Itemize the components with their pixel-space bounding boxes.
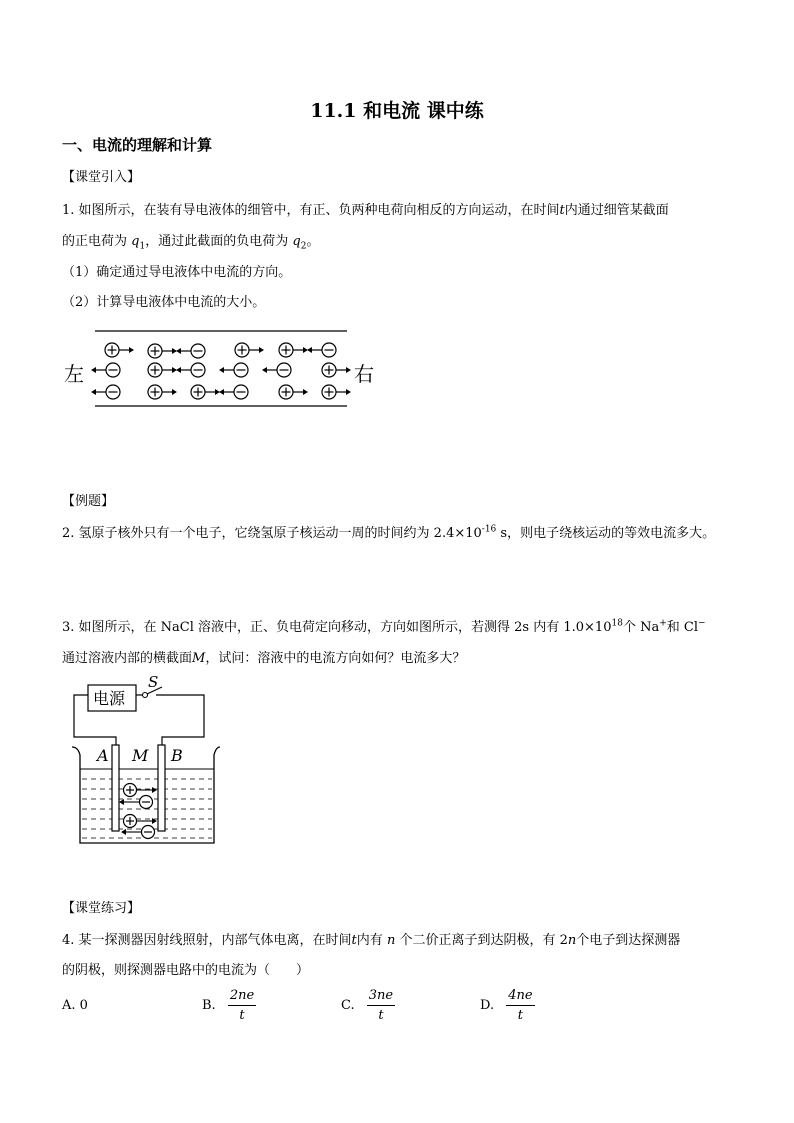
page-title: 11.1 和电流 课中练 (310, 100, 484, 122)
option-b[interactable]: B. $\frac{2ne}{t}$ (202, 988, 255, 1023)
tag-practice: 【课堂练习】 (62, 901, 141, 916)
electrode-b (158, 745, 165, 831)
section-m-label: M (132, 746, 149, 765)
tube-charges-figure (62, 322, 392, 414)
option-a[interactable]: A. 0 (62, 998, 88, 1013)
switch-label: S (148, 675, 159, 691)
q3-line1: 3. 如图所示，在 NaCl 溶液中，正、负电荷定向移动，方向如图所示，若测得 2s 内有 $1.0\times 10^{18}$个 Na+和 Cl− (62, 618, 706, 635)
electrode-a-label: A (97, 746, 109, 765)
q3-line2: 通过溶液内部的横截面M，试问：溶液中的电流方向如何？电流多大？ (62, 651, 466, 666)
q2-text: 2. 氢原子核外只有一个电子，它绕氢原子核运动一周的时间约为 $2.4\times 10^{-16}$ s，则电子绕核运动的等效电流多大。 (62, 524, 716, 541)
q1-subquestion-2: （2）计算导电液体中电流的大小。 (62, 295, 266, 310)
q1-subquestion-1: （1）确定通过导电液体中电流的方向。 (62, 265, 292, 280)
section-heading: 一、电流的理解和计算 (62, 136, 213, 154)
option-c[interactable]: C. $\frac{3ne}{t}$ (341, 988, 394, 1023)
tag-intro: 【课堂引入】 (62, 170, 141, 185)
electrode-a (112, 745, 119, 831)
tag-example: 【例题】 (62, 494, 115, 509)
q4-line2: 的阴极，则探测器电路中的电流为（ ） (62, 963, 310, 978)
electrode-b-label: B (171, 746, 183, 765)
power-source-label: 电源 (93, 689, 126, 708)
left-label: 左 (64, 362, 84, 386)
q1-line1: 1. 如图所示，在装有导电液体的细管中，有正、负两种电荷向相反的方向运动，在时间t内通过细管某截面 (62, 203, 669, 218)
q1-line2: 的正电荷为 $q_1$，通过此截面的负电荷为 $q_2$。 (62, 234, 320, 252)
option-d[interactable]: D. $\frac{4ne}{t}$ (480, 988, 533, 1023)
right-label: 右 (354, 362, 374, 386)
q4-line1: 4. 某一探测器因射线照射，内部气体电离，在时间t内有 n 个二价正离子到达阴极，有 2n个电子到达探测器 (62, 933, 681, 948)
electrolysis-figure (70, 675, 220, 850)
